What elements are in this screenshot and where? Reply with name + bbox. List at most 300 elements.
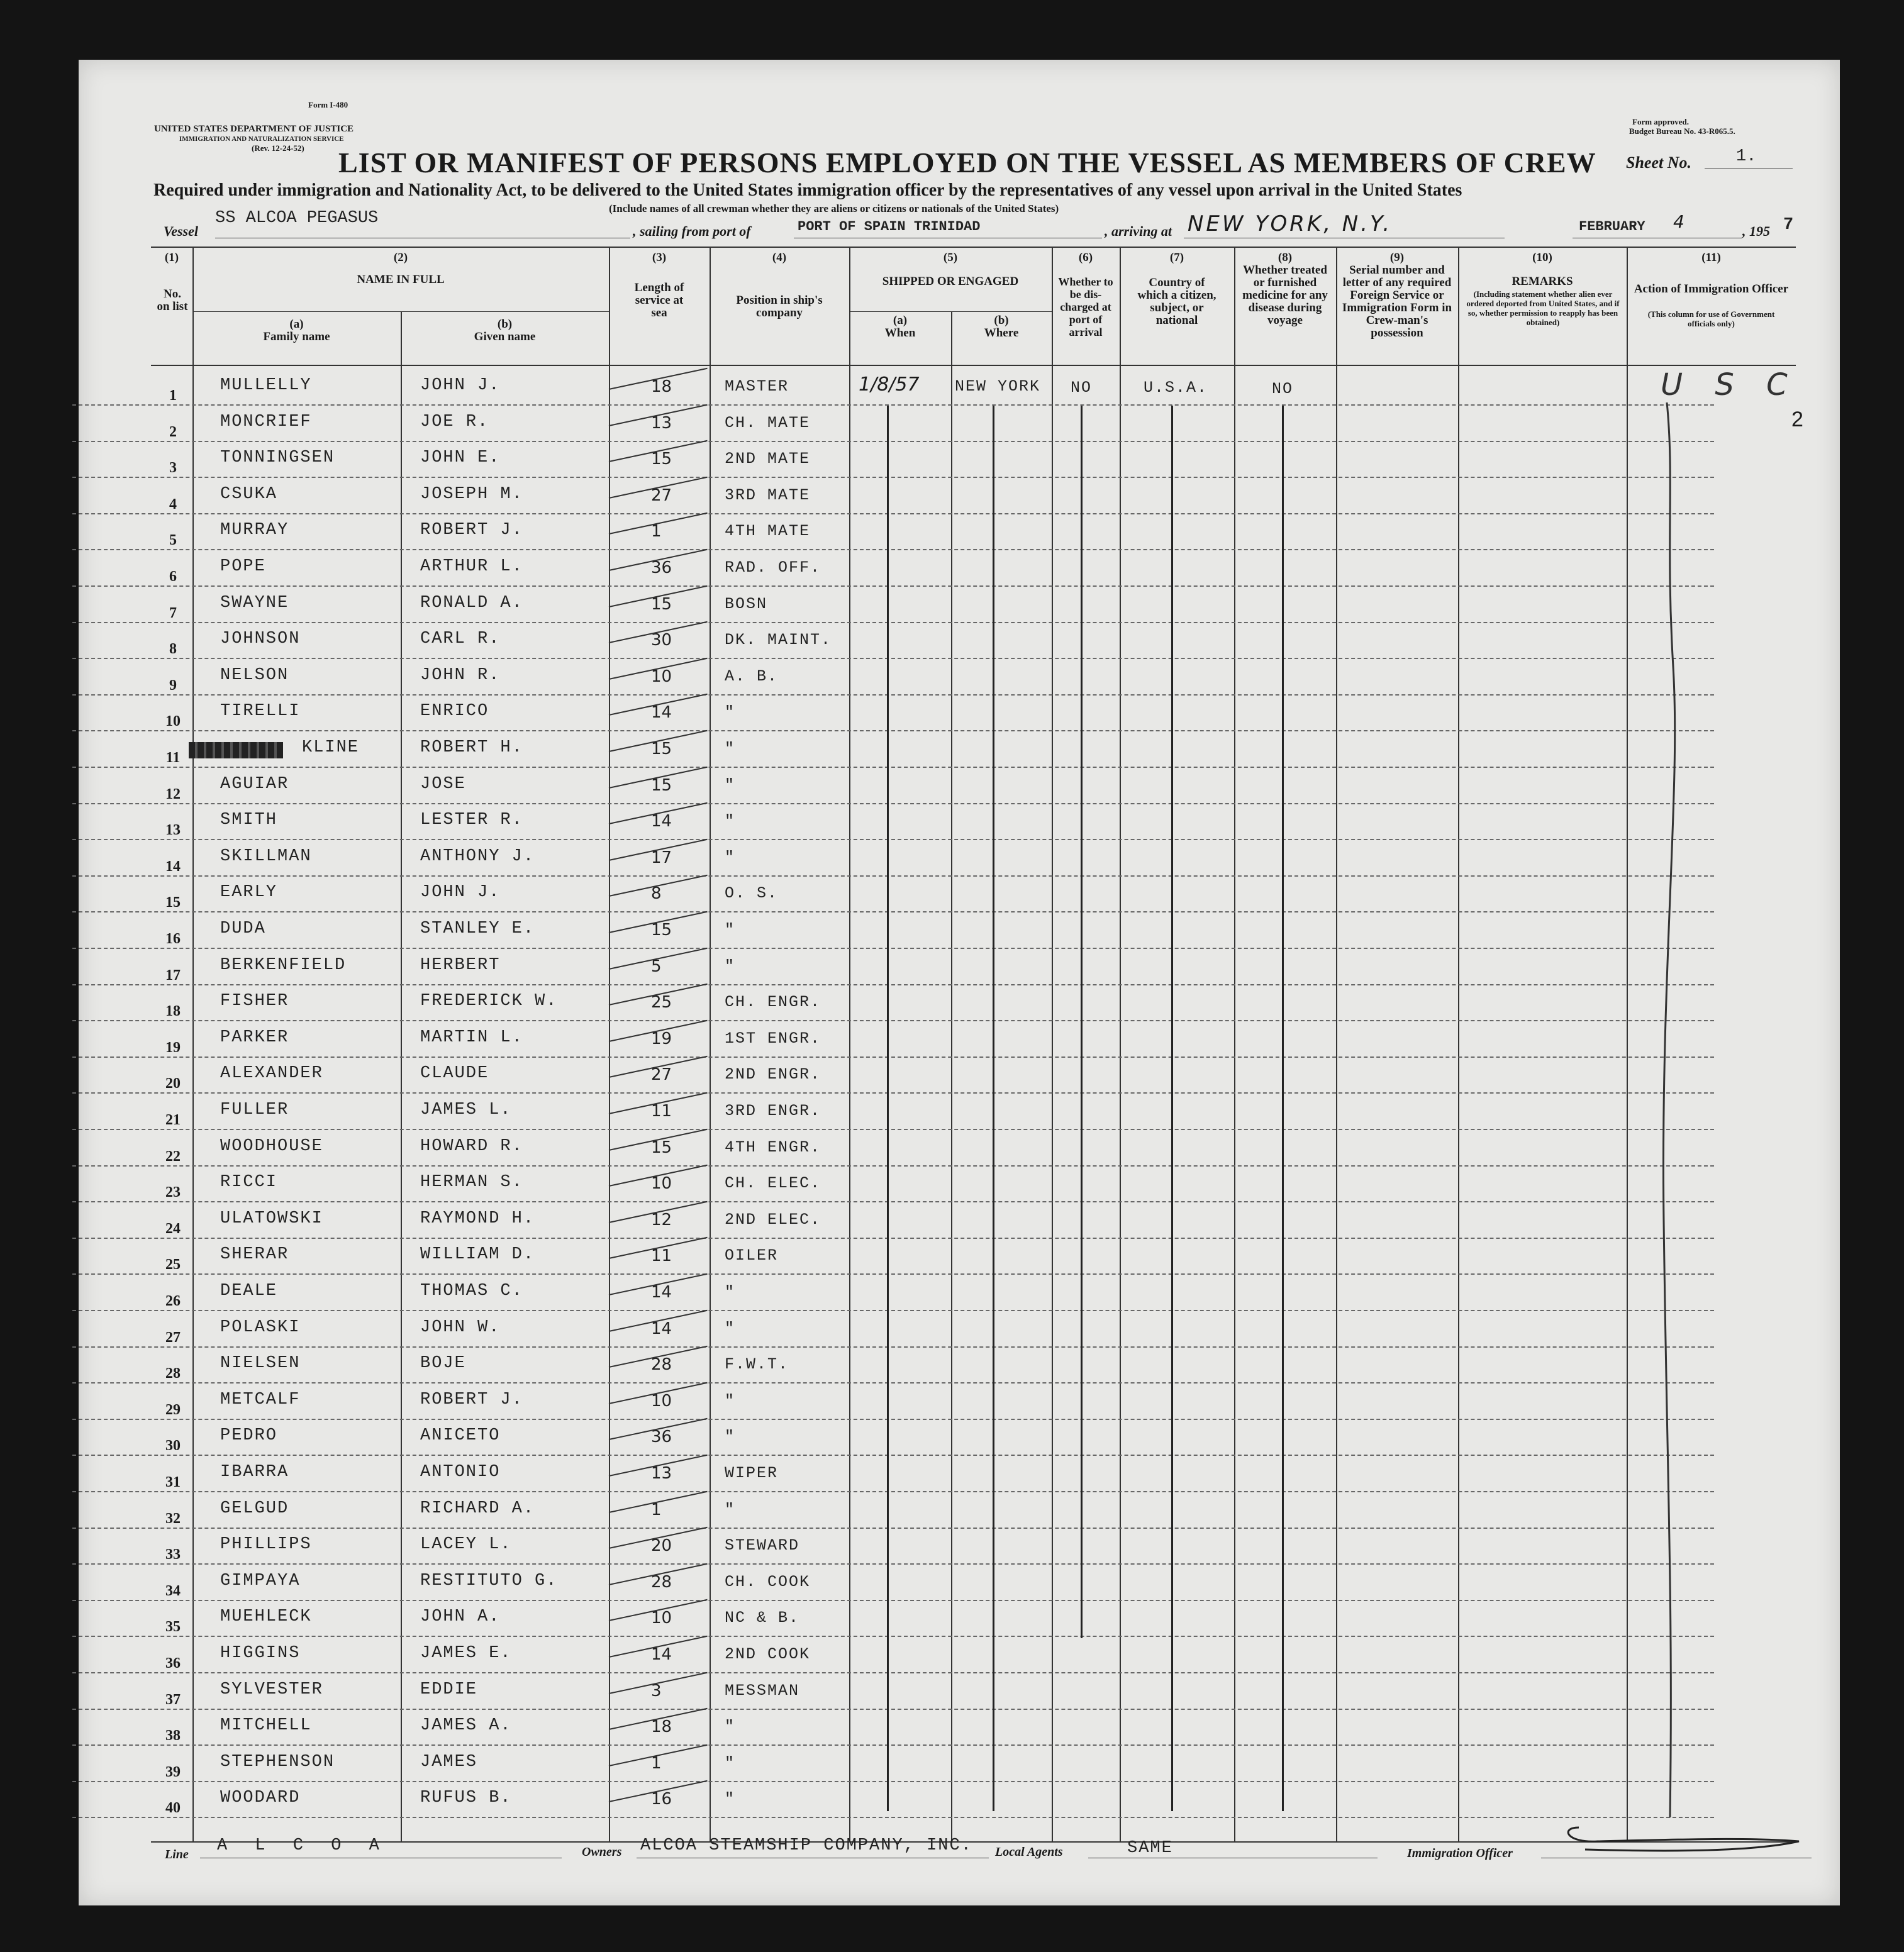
col7-header: Country of which a citizen, subject, or national xyxy=(1137,276,1216,327)
given-name: JOHN E. xyxy=(420,448,501,468)
row-number: 40 xyxy=(165,1800,181,1817)
row-separator xyxy=(72,839,1714,840)
given-name: THOMAS C. xyxy=(420,1282,523,1300)
family-name: WOODARD xyxy=(220,1788,301,1808)
row-separator xyxy=(72,513,1714,514)
row-separator xyxy=(72,948,1714,949)
row-separator xyxy=(72,477,1714,478)
position: 3RD MATE xyxy=(725,485,811,504)
family-name: MONCRIEF xyxy=(220,412,312,431)
col-rule-9 xyxy=(1336,247,1337,1843)
row-number: 18 xyxy=(165,1003,181,1020)
row-number: 39 xyxy=(165,1763,181,1780)
given-name: ANTHONY J. xyxy=(420,846,535,866)
country-value: U.S.A. xyxy=(1144,379,1208,397)
budget-bureau: Budget Bureau No. 43-R065.5. xyxy=(1629,126,1735,136)
row-separator xyxy=(72,1709,1714,1710)
family-name: PEDRO xyxy=(220,1426,278,1446)
family-name: TIRELLI xyxy=(220,702,301,721)
ditto-line-when xyxy=(887,406,889,1811)
row-separator xyxy=(72,441,1714,442)
table-top-border xyxy=(151,247,1796,248)
col5a-number: (a) xyxy=(893,314,908,327)
row-separator xyxy=(72,1744,1714,1746)
service-years: 10 xyxy=(651,1391,672,1411)
col5b-header: Where xyxy=(984,326,1019,340)
form-revision: (Rev. 12-24-52) xyxy=(252,143,304,153)
year-prefix: , 195 xyxy=(1742,223,1770,239)
officer-signature xyxy=(1560,1821,1812,1859)
family-name: WOODHOUSE xyxy=(220,1136,323,1156)
col-rule-4 xyxy=(710,247,711,1843)
given-name: WILLIAM D. xyxy=(420,1245,535,1265)
row-separator xyxy=(72,1817,1714,1818)
given-name: JOE R. xyxy=(420,412,489,431)
row-number: 25 xyxy=(165,1256,181,1273)
position: " xyxy=(725,1283,736,1301)
position: CH. ELEC. xyxy=(725,1174,821,1193)
row-separator xyxy=(72,1165,1714,1167)
row-separator xyxy=(72,622,1714,623)
col8-number: (8) xyxy=(1278,251,1293,264)
col11-subheader: (This column for use of Government officials only) xyxy=(1647,309,1775,328)
given-name: LESTER R. xyxy=(420,811,523,830)
row-number: 29 xyxy=(165,1401,181,1418)
position: F.W.T. xyxy=(725,1355,789,1374)
given-name: HOWARD R. xyxy=(420,1136,523,1156)
position: 2ND COOK xyxy=(725,1645,811,1663)
shipped-subheader-rule xyxy=(849,311,1052,312)
given-name: BOJE xyxy=(420,1354,466,1373)
officer-label: Immigration Officer xyxy=(1407,1846,1513,1860)
given-name: JOHN R. xyxy=(420,665,501,685)
family-name: NELSON xyxy=(220,665,289,685)
given-name: JOHN J. xyxy=(420,883,501,902)
table-header-border xyxy=(151,365,1796,366)
position: OILER xyxy=(725,1246,779,1265)
family-name: HIGGINS xyxy=(220,1644,301,1663)
service-years: 30 xyxy=(651,631,672,650)
margin-note: 2 xyxy=(1791,408,1803,431)
col9-number: (9) xyxy=(1389,251,1405,264)
given-name: JOSEPH M. xyxy=(420,484,523,504)
family-name: TONNINGSEN xyxy=(220,448,335,468)
position: " xyxy=(725,921,736,939)
col6-header: Whether to be dis-charged at port of arrival xyxy=(1058,275,1113,338)
row-number: 15 xyxy=(165,894,181,911)
given-name: JAMES A. xyxy=(420,1716,512,1736)
row-number: 2 xyxy=(169,423,177,440)
service-years: 13 xyxy=(651,1464,672,1483)
family-name: BERKENFIELD xyxy=(220,955,347,975)
col-rule-10 xyxy=(1458,247,1459,1843)
given-name: JOHN A. xyxy=(420,1607,501,1627)
service-years: 14 xyxy=(651,1283,672,1302)
given-name: CARL R. xyxy=(420,629,501,649)
row-number: 24 xyxy=(165,1220,181,1237)
position: CH. COOK xyxy=(725,1572,811,1591)
given-name: LACEY L. xyxy=(420,1535,512,1555)
service-years: 10 xyxy=(651,1609,672,1628)
row-separator xyxy=(72,1528,1714,1529)
row-number: 17 xyxy=(165,967,181,984)
given-name: ROBERT J. xyxy=(420,521,523,540)
col1-header: No. on list xyxy=(157,287,188,313)
crossed-out-text xyxy=(189,742,283,758)
family-name: GELGUD xyxy=(220,1499,289,1518)
family-name: DUDA xyxy=(220,919,266,938)
row-number: 37 xyxy=(165,1691,181,1708)
service-years: 25 xyxy=(651,993,672,1012)
col2b-header: Given name xyxy=(474,330,536,343)
family-name: ALEXANDER xyxy=(220,1064,323,1084)
service-years: 15 xyxy=(651,775,672,795)
col8-header: Whether treated or furnished medicine for any disease during voyage xyxy=(1242,263,1328,327)
row-separator xyxy=(72,1563,1714,1565)
col11-header: Action of Immigration Officer xyxy=(1634,282,1789,296)
row-separator xyxy=(72,1020,1714,1021)
given-name: ANICETO xyxy=(420,1426,501,1446)
row-number: 7 xyxy=(169,604,177,621)
position: MASTER xyxy=(725,377,789,396)
port-to: NEW YORK, N.Y. xyxy=(1188,211,1393,236)
family-name: JOHNSON xyxy=(220,629,301,649)
position: " xyxy=(725,775,736,794)
service-years: 14 xyxy=(651,812,672,831)
service-years: 36 xyxy=(651,558,672,577)
position: " xyxy=(725,1428,736,1446)
col-rule-5b xyxy=(951,311,952,1843)
row-number: 38 xyxy=(165,1727,181,1744)
row-number: 28 xyxy=(165,1365,181,1382)
family-name: METCALF xyxy=(220,1390,301,1409)
position: 2ND ENGR. xyxy=(725,1065,821,1084)
row-number: 5 xyxy=(169,532,177,549)
position: MESSMAN xyxy=(725,1681,800,1700)
row-number: 30 xyxy=(165,1438,181,1455)
given-name: ROBERT J. xyxy=(420,1390,523,1409)
family-name: PARKER xyxy=(220,1028,289,1047)
row-number: 10 xyxy=(165,713,181,730)
family-name: DEALE xyxy=(220,1282,278,1300)
family-name: FISHER xyxy=(220,992,289,1011)
row-separator xyxy=(72,911,1714,912)
family-name: POPE xyxy=(220,557,266,576)
given-name: JOHN J. xyxy=(420,376,501,395)
row-separator xyxy=(72,1238,1714,1239)
service-years: 27 xyxy=(651,1065,672,1085)
treated-value: NO xyxy=(1272,380,1294,398)
col2-number: (2) xyxy=(393,251,408,264)
col6-number: (6) xyxy=(1078,251,1093,264)
row-number: 1 xyxy=(169,387,177,404)
col11-number: (11) xyxy=(1701,251,1721,264)
position: 2ND ELEC. xyxy=(725,1210,821,1229)
row-separator xyxy=(72,1201,1714,1202)
position: " xyxy=(725,1500,736,1519)
col5b-number: (b) xyxy=(994,314,1009,327)
row-separator xyxy=(72,1672,1714,1673)
service-years: 1 xyxy=(651,1753,662,1773)
col5-number: (5) xyxy=(943,251,958,264)
row-number: 21 xyxy=(165,1112,181,1128)
position: A. B. xyxy=(725,667,779,685)
family-name: RICCI xyxy=(220,1173,278,1192)
row-number: 26 xyxy=(165,1293,181,1309)
service-years: 10 xyxy=(651,667,672,686)
row-separator xyxy=(72,694,1714,696)
position: " xyxy=(725,1717,736,1736)
service-years: 14 xyxy=(651,1319,672,1338)
family-name: STEPHENSON xyxy=(220,1752,335,1772)
family-name: MITCHELL xyxy=(220,1716,312,1736)
row-separator xyxy=(72,1382,1714,1384)
family-name: AGUIAR xyxy=(220,774,289,794)
row-number: 3 xyxy=(169,460,177,477)
vessel-name: SS ALCOA PEGASUS xyxy=(215,209,379,228)
col2a-number: (a) xyxy=(289,318,304,331)
position: " xyxy=(725,703,736,722)
row-number: 34 xyxy=(165,1582,181,1599)
row-separator xyxy=(72,1600,1714,1601)
service-years: 11 xyxy=(651,1102,672,1121)
vessel-label: Vessel xyxy=(164,223,198,239)
year-suffix: 7 xyxy=(1783,216,1794,235)
row-number: 11 xyxy=(165,750,181,766)
row-number: 31 xyxy=(165,1474,181,1490)
family-name: CSUKA xyxy=(220,484,278,504)
sailing-label: , sailing from port of xyxy=(633,223,751,239)
ditto-line-treated xyxy=(1282,406,1284,1811)
row-number: 27 xyxy=(165,1329,181,1346)
shipped-when: 1/8/57 xyxy=(859,374,920,396)
service-years: 11 xyxy=(651,1246,672,1266)
col4-number: (4) xyxy=(772,251,787,264)
row-number: 8 xyxy=(169,641,177,658)
position: " xyxy=(725,740,736,758)
sheet-label: Sheet No. xyxy=(1626,153,1691,172)
given-name: JAMES L. xyxy=(420,1101,512,1119)
given-name: RAYMOND H. xyxy=(420,1209,535,1228)
row-separator xyxy=(72,730,1714,731)
col4-header: Position in ship's company xyxy=(736,294,823,319)
service-years: 15 xyxy=(651,1138,672,1157)
col10-number: (10) xyxy=(1532,251,1552,264)
name-subheader-rule xyxy=(192,311,609,312)
row-number: 9 xyxy=(169,677,177,694)
ditto-line-discharged xyxy=(1081,406,1083,1638)
col-rule-7 xyxy=(1120,247,1121,1843)
given-name: EDDIE xyxy=(420,1680,478,1699)
family-name: SYLVESTER xyxy=(220,1680,323,1699)
given-name: JOHN W. xyxy=(420,1317,501,1337)
given-name: ARTHUR L. xyxy=(420,557,523,576)
position: STEWARD xyxy=(725,1536,800,1555)
row-separator xyxy=(72,803,1714,804)
given-name: JOSE xyxy=(420,774,466,794)
position: CH. MATE xyxy=(725,413,811,432)
port-from: PORT OF SPAIN TRINIDAD xyxy=(798,219,981,235)
col-rule-1 xyxy=(192,247,194,1843)
given-name: FREDERICK W. xyxy=(420,992,558,1011)
service-years: 20 xyxy=(651,1536,672,1556)
line-label: Line xyxy=(165,1848,189,1861)
given-name: STANLEY E. xyxy=(420,919,535,938)
service-years: 18 xyxy=(651,1717,672,1737)
given-name: RESTITUTO G. xyxy=(420,1571,558,1590)
service-years: 36 xyxy=(651,1428,672,1447)
row-separator xyxy=(72,1310,1714,1311)
row-number: 12 xyxy=(165,785,181,802)
service-years: 14 xyxy=(651,703,672,723)
col2-header: NAME IN FULL xyxy=(357,273,445,286)
row-number: 20 xyxy=(165,1075,181,1092)
row-separator xyxy=(72,1491,1714,1492)
ditto-line-where xyxy=(993,406,994,1811)
family-name: ULATOWSKI xyxy=(220,1209,323,1228)
col-rule-11 xyxy=(1627,247,1628,1843)
row-separator xyxy=(72,1781,1714,1782)
family-name: NIELSEN xyxy=(220,1354,301,1373)
position: CH. ENGR. xyxy=(725,993,821,1012)
line-value: A L C O A xyxy=(217,1836,388,1855)
position: 1ST ENGR. xyxy=(725,1029,821,1048)
family-name: MUEHLECK xyxy=(220,1607,312,1627)
position: WIPER xyxy=(725,1464,779,1482)
ditto-line-country xyxy=(1171,406,1173,1811)
col-rule-5 xyxy=(849,247,850,1843)
row-separator xyxy=(72,1273,1714,1275)
position: " xyxy=(725,1790,736,1809)
arriving-label: , arriving at xyxy=(1105,223,1172,239)
position: " xyxy=(725,848,736,867)
agency-line-2: IMMIGRATION AND NATURALIZATION SERVICE xyxy=(179,135,344,143)
col2a-header: Family name xyxy=(263,330,330,343)
row-separator xyxy=(72,549,1714,550)
row-number: 36 xyxy=(165,1655,181,1672)
form-approved: Form approved. xyxy=(1632,117,1690,126)
service-years: 27 xyxy=(651,485,672,505)
agency-line-1: UNITED STATES DEPARTMENT OF JUSTICE xyxy=(154,124,354,134)
service-years: 1 xyxy=(651,522,662,541)
service-years: 8 xyxy=(651,884,662,904)
service-years: 15 xyxy=(651,921,672,940)
family-name: POLASKI xyxy=(220,1317,301,1337)
form-number: Form I-480 xyxy=(308,100,348,109)
row-separator xyxy=(72,1092,1714,1094)
family-name: KLINE xyxy=(302,738,360,757)
col3-header: Length of service at sea xyxy=(634,281,684,319)
family-name: SKILLMAN xyxy=(220,846,312,866)
row-number: 22 xyxy=(165,1148,181,1165)
sheet-number: 1. xyxy=(1736,147,1757,166)
agents-label: Local Agents xyxy=(995,1845,1063,1859)
position: " xyxy=(725,1319,736,1338)
given-name: ANTONIO xyxy=(420,1463,501,1482)
service-years: 18 xyxy=(651,377,672,396)
include-line: (Include names of all crewman whether they are aliens or citizens or nationals of the United States) xyxy=(609,202,1059,214)
col10-header: REMARKS xyxy=(1512,275,1573,288)
row-separator xyxy=(72,404,1714,406)
given-name: ROBERT H. xyxy=(420,738,523,757)
service-years: 12 xyxy=(651,1210,672,1229)
row-number: 14 xyxy=(165,858,181,875)
col9-header: Serial number and letter of any required Foreign Service or Immigration Form in Crew-man's possession xyxy=(1342,263,1452,340)
position: " xyxy=(725,812,736,831)
col-rule-6 xyxy=(1052,247,1053,1843)
date-month: FEBRUARY xyxy=(1579,219,1645,235)
given-name: JAMES E. xyxy=(420,1644,512,1663)
service-years: 15 xyxy=(651,740,672,758)
position: " xyxy=(725,1753,736,1772)
service-years: 19 xyxy=(651,1029,672,1048)
row-separator xyxy=(72,1455,1714,1456)
row-number: 23 xyxy=(165,1184,181,1201)
row-number: 33 xyxy=(165,1546,181,1563)
service-years: 1 xyxy=(651,1500,662,1519)
row-separator xyxy=(72,1419,1714,1420)
family-name: FULLER xyxy=(220,1101,289,1119)
position: 3RD ENGR. xyxy=(725,1102,821,1120)
agents-value: SAME xyxy=(1127,1839,1173,1858)
family-name: GIMPAYA xyxy=(220,1571,301,1590)
family-name: IBARRA xyxy=(220,1463,289,1482)
col10-subheader: (Including statement whether alien ever ordered deported from United States, and if so, whether permission to reapply has been obtained) xyxy=(1466,289,1620,327)
service-years: 15 xyxy=(651,594,672,614)
row-number: 35 xyxy=(165,1619,181,1636)
service-years: 17 xyxy=(651,848,672,867)
family-name: PHILLIPS xyxy=(220,1535,312,1555)
officer-ditto-line xyxy=(1635,402,1711,1824)
row-separator xyxy=(72,875,1714,877)
family-name: MURRAY xyxy=(220,521,289,540)
position: " xyxy=(725,1391,736,1410)
discharged-value: NO xyxy=(1071,379,1093,397)
service-years: 16 xyxy=(651,1790,672,1809)
position: RAD. OFF. xyxy=(725,558,821,577)
shipped-where: NEW YORK xyxy=(955,377,1041,396)
row-separator xyxy=(72,984,1714,985)
officer-mark: U S C xyxy=(1661,367,1799,402)
required-line: Required under immigration and Nationality Act, to be delivered to the United States immigration officer by the representatives of any vessel upon arrival in the United States xyxy=(153,180,1462,200)
service-years: 5 xyxy=(651,957,662,976)
service-years: 13 xyxy=(651,413,672,433)
service-years: 10 xyxy=(651,1174,672,1194)
row-number: 16 xyxy=(165,931,181,947)
family-name: SHERAR xyxy=(220,1245,289,1265)
family-name: SWAYNE xyxy=(220,593,289,613)
given-name: HERBERT xyxy=(420,955,501,975)
service-years: 28 xyxy=(651,1572,672,1592)
row-separator xyxy=(72,1346,1714,1348)
given-name: HERMAN S. xyxy=(420,1173,523,1192)
given-name: JAMES xyxy=(420,1752,478,1772)
row-separator xyxy=(72,767,1714,768)
row-number: 13 xyxy=(165,822,181,839)
col5-header: SHIPPED OR ENGAGED xyxy=(882,275,1019,288)
row-separator xyxy=(72,1636,1714,1637)
service-years: 15 xyxy=(651,450,672,469)
table-bottom-border xyxy=(151,1841,1796,1843)
position: DK. MAINT. xyxy=(725,631,832,650)
col2b-number: (b) xyxy=(497,318,513,331)
owners-label: Owners xyxy=(582,1845,622,1859)
given-name: RUFUS B. xyxy=(420,1788,512,1808)
owners-value: ALCOA STEAMSHIP COMPANY, INC. xyxy=(640,1836,972,1855)
service-years: 3 xyxy=(651,1681,662,1700)
col-rule-3 xyxy=(609,247,610,1843)
service-years: 14 xyxy=(651,1645,672,1664)
